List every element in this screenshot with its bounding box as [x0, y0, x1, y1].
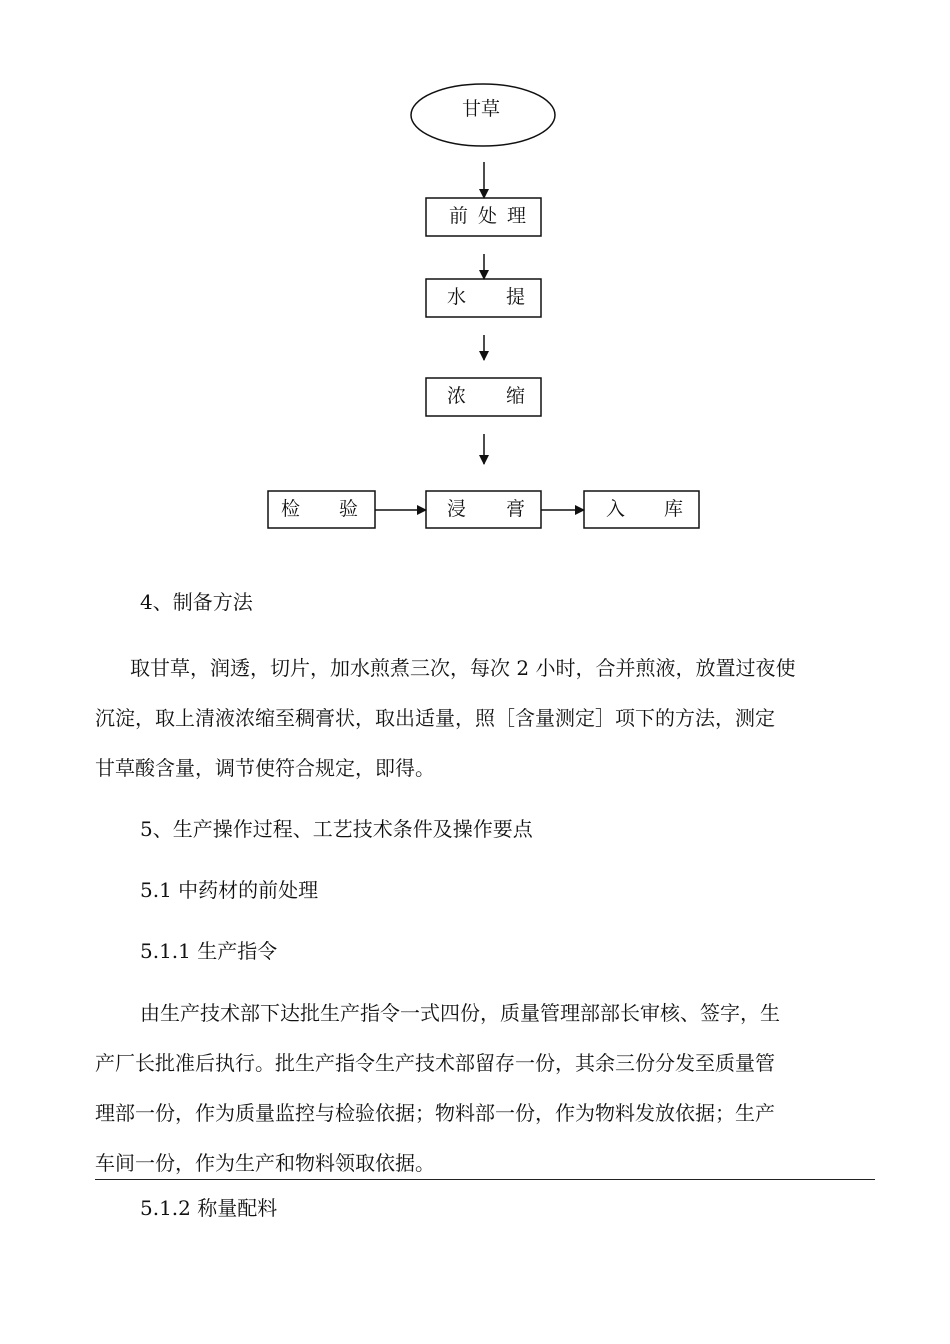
- process-flowchart: [0, 0, 950, 560]
- section-4-heading: 4、制备方法: [140, 590, 253, 614]
- center-label: [447, 500, 525, 519]
- section-5-1-1-heading: 5.1.1 生产指令: [140, 939, 278, 963]
- section-5-heading: 5、生产操作过程、工艺技术条件及操作要点: [140, 817, 533, 841]
- step3-label-a: 浓: [447, 385, 467, 407]
- side-left-label: [281, 500, 358, 519]
- page-divider: [95, 1179, 875, 1180]
- section-5-1-1-line-1: 由生产技术部下达批生产指令一式四份，质量管理部部长审核、签字，生: [140, 1001, 780, 1025]
- step2-label-b: 提: [505, 286, 525, 308]
- section-5-1-1-line-2: 产厂长批准后执行。批生产指令生产技术部留存一份，其余三份分发至质量管: [95, 1051, 775, 1075]
- step2-label-a: 水: [447, 286, 467, 308]
- center-label-a: 浸: [447, 498, 467, 520]
- step2-label: [447, 288, 525, 307]
- section-5-1-1-line-4: 车间一份，作为生产和物料领取依据。: [95, 1151, 435, 1175]
- step3-label: [447, 387, 525, 406]
- start-node-label: 甘草: [462, 98, 501, 120]
- section-4-line-1: 取甘草，润透，切片，加水煎煮三次，每次 2 小时，合并煎液，放置过夜使: [130, 656, 796, 680]
- section-5-1-2-heading: 5.1.2 称量配料: [140, 1196, 278, 1220]
- side-right-label-a: 入: [606, 498, 626, 520]
- section-5-1-heading: 5.1 中药材的前处理: [140, 878, 319, 902]
- section-5-1-1-line-3: 理部一份，作为质量监控与检验依据；物料部一份，作为物料发放依据；生产: [95, 1101, 775, 1125]
- side-right-label: [606, 500, 683, 519]
- step1-label: 前处理: [449, 205, 537, 227]
- side-left-label-b: 验: [338, 498, 358, 520]
- section-4-line-3: 甘草酸含量，调节使符合规定，即得。: [95, 756, 435, 780]
- center-label-b: 膏: [505, 498, 525, 520]
- section-4-line-2: 沉淀，取上清液浓缩至稠膏状，取出适量，照［含量测定］项下的方法，测定: [95, 706, 775, 730]
- flowchart-graphics: [0, 0, 950, 560]
- side-right-label-b: 库: [663, 498, 683, 520]
- step3-label-b: 缩: [505, 385, 525, 407]
- side-left-label-a: 检: [281, 498, 301, 520]
